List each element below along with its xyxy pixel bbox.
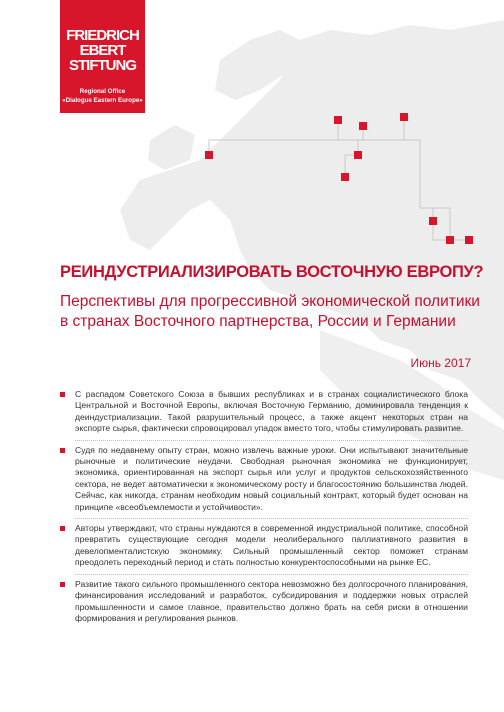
summary-bullet-list [60,389,468,634]
bullet-divider [75,440,468,441]
bullet-square-icon [60,448,65,453]
map-marker [465,236,473,244]
subtitle-line-1: Перспективы для прогрессивной экономической политики [60,293,480,310]
logo-line-ebert: EBERT [79,42,126,59]
bullet-square-icon [60,526,65,531]
page-title: РЕИНДУСТРИАЛИЗИРОВАТЬ ВОСТОЧНУЮ ЕВРОПУ? [60,263,484,281]
map-marker [205,151,213,159]
summary-bullet [60,523,468,569]
map-marker [400,113,408,121]
logo-line-stiftung: STIFTUNG [69,57,136,74]
bullet-text: Судя по недавнему опыту стран, можно извлечь важные уроки. Они испытывают значительные рыночные и политические неудачи. Свободная рыночная экономика не функционирует, экономика, ориентированная на экспорт сырья или услуг и продуктов сельскохозяйственного сектора, не ведет автоматически к экономическому росту и благосостоянию большинства людей. Сейчас, как никогда, странам необходим новый социальный контракт, который будет основан на принципе «всеобъемлемости и устойчивости». [75,444,468,512]
fes-logo [60,0,145,113]
map-landmass-west [148,125,195,170]
bullet-divider [75,574,468,575]
bullet-text: Развитие такого сильного промышленного сектора невозможно без долгосрочного планирования, финансирования исследований и разработок, субсидирования и поддержки новых отраслей промышленности и самое главное, правительство должно брать на себя риски в отношении формирования и регулирования рынков. [75,578,468,623]
summary-bullet [60,445,468,513]
summary-bullet [60,389,468,435]
logo-line-friedrich: FRIEDRICH [66,27,139,44]
bullet-divider [75,518,468,519]
map-marker [429,217,437,225]
map-marker [446,236,454,244]
logo-office-line1: Regional Office [79,88,126,95]
page-subtitle [60,292,490,332]
map-marker [354,151,362,159]
bullet-text: Авторы утверждают, что страны нуждаются в современной индустриальной политике, способной превратить существующие сегодня модели неолиберального паллиативного развития в девелопменталистскую экономику. Сильный промышленный сектор поможет странам преодолеть переходный период и стать полностью конкурентоспособными на рынке ЕС. [75,523,468,568]
bullet-text: С распадом Советского Союза в бывших республиках и в странах социалистического блока Центральной и Восточной Европы, включая Восточную Германию, доминировала тенденция к деиндустриализации. Такой разрушительный процесс, а также акцент некоторых стран на экспорте сырья, фактически спровоцировал упадок вместо того, чтобы стимулировать развитие. [75,389,468,434]
bullet-square-icon [60,582,65,587]
bullet-square-icon [60,392,65,397]
publication-date: Июнь 2017 [410,356,471,370]
subtitle-line-2: в странах Восточного партнерства, России и Германии [60,313,456,330]
logo-office-line2: «Dialogue Eastern Europe» [62,97,143,104]
map-marker [359,122,367,130]
map-marker [341,173,349,181]
summary-bullet [60,579,468,625]
map-marker [334,116,342,124]
